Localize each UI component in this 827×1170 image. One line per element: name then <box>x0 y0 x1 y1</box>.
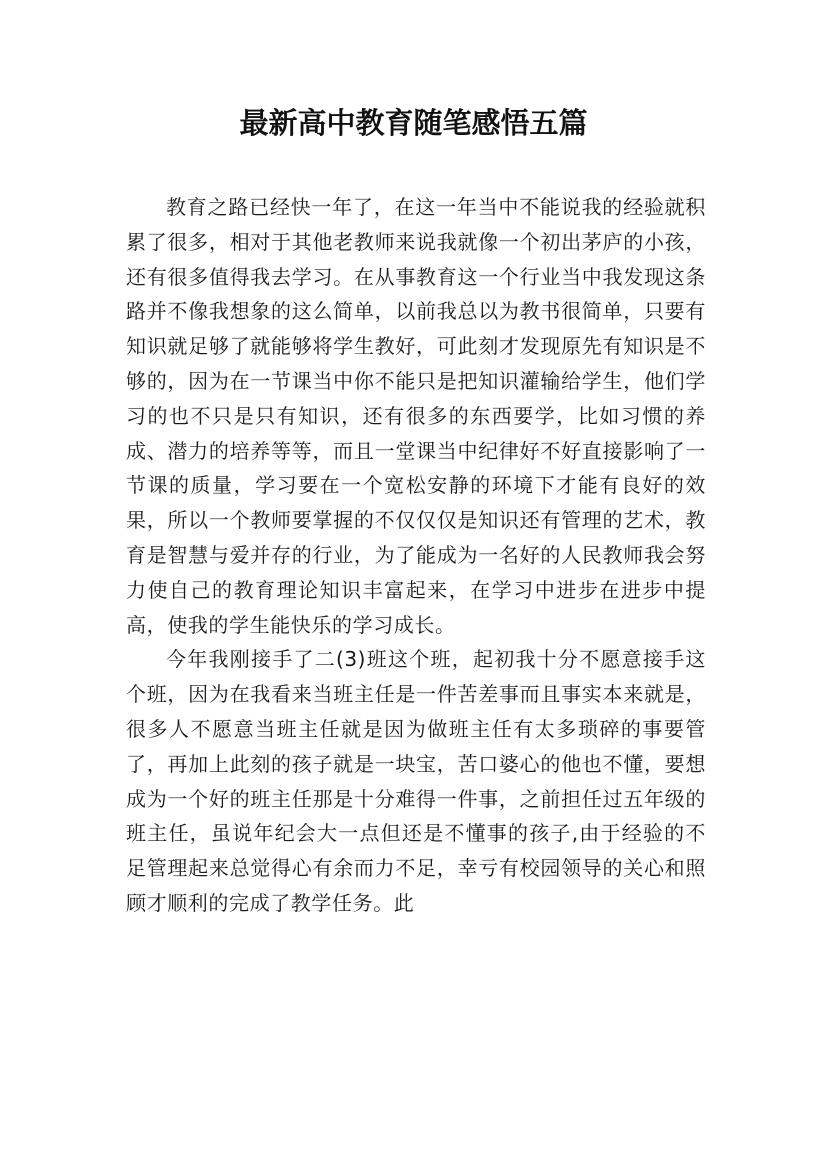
paragraph-1: 教育之路已经快一年了，在这一年当中不能说我的经验就积累了很多，相对于其他老教师来说我就像一个初出茅庐的小孩，还有很多值得我去学习。在从事教育这一个行业当中我发现这条路并不像我想象的这么简单，以前我总以为教书很简单，只要有知识就足够了就能够将学生教好，可此刻才发现原先有知识是不够的，因为在一节课当中你不能只是把知识灌输给学生，他们学习的也不只是只有知识，还有很多的东西要学，比如习惯的养成、潜力的培养等等，而且一堂课当中纪律好不好直接影响了一节课的质量，学习要在一个宽松安静的环境下才能有良好的效果，所以一个教师要掌握的不仅仅仅是知识还有管理的艺术，教育是智慧与爱并存的行业，为了能成为一名好的人民教师我会努力使自己的教育理论知识丰富起来，在学习中进步在进步中提高，使我的学生能快乐的学习成长。 <box>126 195 706 637</box>
document-title: 最新高中教育随笔感悟五篇 <box>239 106 588 140</box>
document-body <box>126 190 706 921</box>
paragraph-2: 今年我刚接手了二(3)班这个班，起初我十分不愿意接手这个班，因为在我看来当班主任是一件苦差事而且事实本来就是，很多人不愿意当班主任就是因为做班主任有太多琐碎的事要管了，再加上此刻的孩子就是一块宝，苦口婆心的他也不懂，要想成为一个好的班主任那是十分难得一件事，之前担任过五年级的班主任，虽说年纪会大一点但还是不懂事的孩子,由于经验的不足管理起来总觉得心有余而力不足，幸亏有校园领导的关心和照顾才顺利的完成了教学任务。此 <box>126 647 706 915</box>
